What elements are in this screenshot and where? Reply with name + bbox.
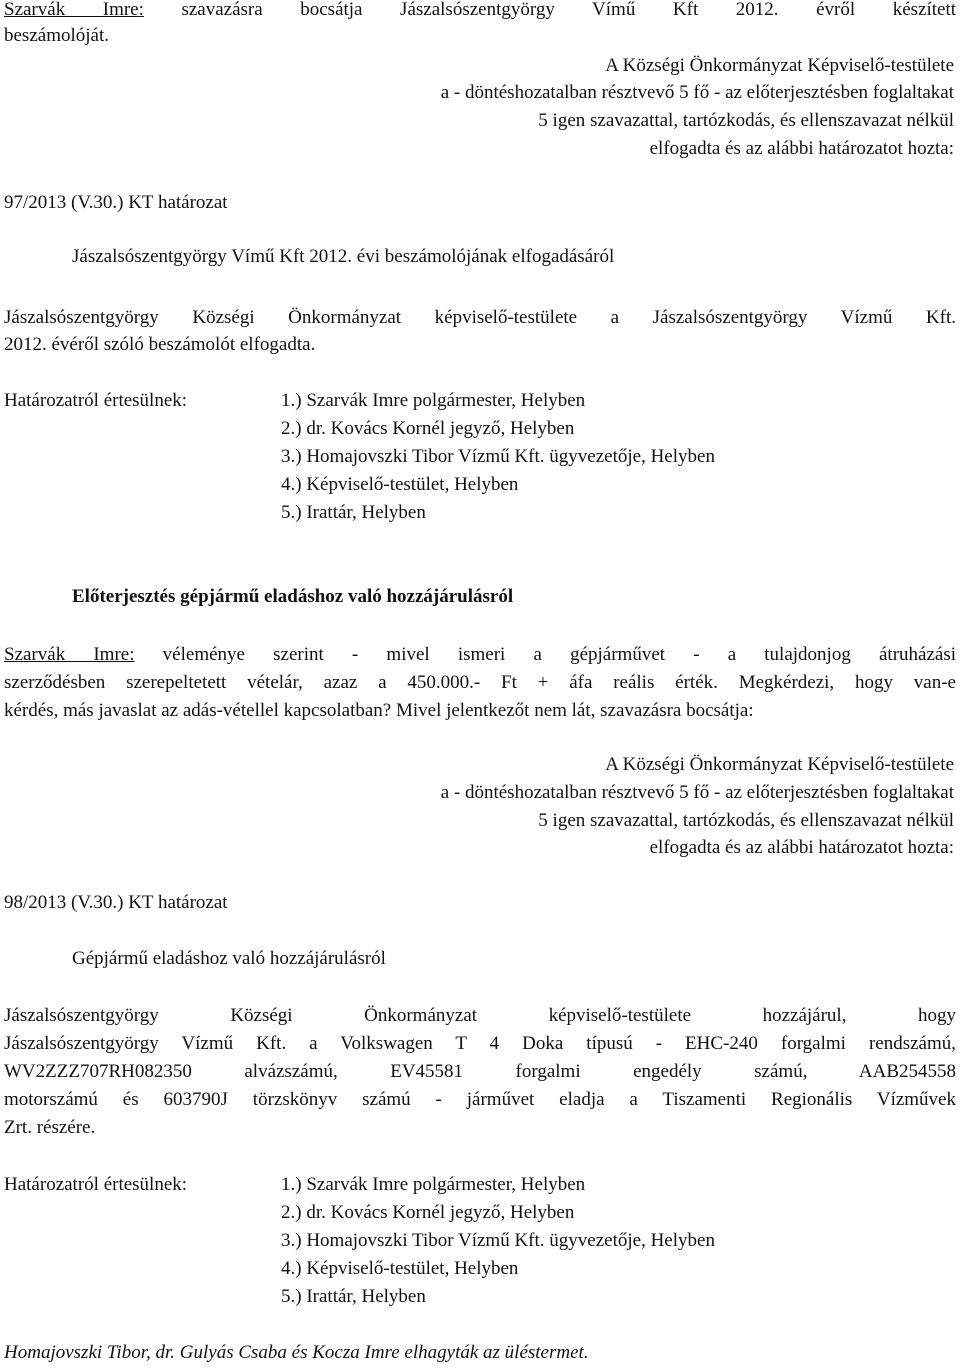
notified-item: 1.) Szarvák Imre polgármester, Helyben bbox=[281, 1174, 586, 1195]
notified-item: 2.) dr. Kovács Kornél jegyző, Helyben bbox=[281, 1202, 575, 1223]
notified-item: 2.) dr. Kovács Kornél jegyző, Helyben bbox=[281, 418, 575, 439]
resolution-title: Jászalsószentgyörgy Vímű Kft 2012. évi beszámolójának elfogadásáról bbox=[72, 246, 615, 267]
footer-note: Homajovszki Tibor, dr. Gulyás Csaba és Kocza Imre elhagyták az üléstermet. bbox=[4, 1342, 589, 1363]
vote-line: elfogadta és az alábbi határozatot hozta: bbox=[649, 837, 954, 858]
resolution-number: 97/2013 (V.30.) KT határozat bbox=[4, 192, 228, 213]
notified-item: 4.) Képviselő-testület, Helyben bbox=[281, 474, 519, 495]
notified-item: 3.) Homajovszki Tibor Vízmű Kft. ügyvezetője, Helyben bbox=[281, 1230, 715, 1251]
paragraph-line: szerződésben szerepeltetett vételár, azaz a 450.000.- Ft + áfa reális érték. Megkérdezi, hogy van-e bbox=[4, 672, 956, 693]
speaker-name: Szarvák Imre: bbox=[4, 644, 135, 665]
vote-line: a - döntéshozatalban résztvevő 5 fő - az előterjesztésben foglaltakat bbox=[440, 782, 954, 803]
vote-line: a - döntéshozatalban résztvevő 5 fő - az előterjesztésben foglaltakat bbox=[440, 82, 954, 103]
notified-item: 5.) Irattár, Helyben bbox=[281, 502, 426, 523]
notified-label: Határozatról értesülnek: bbox=[4, 1174, 188, 1195]
resolution-body-line: 2012. évéről szóló beszámolót elfogadta. bbox=[4, 334, 316, 355]
paragraph-line bbox=[4, 643, 956, 667]
resolution-body-line: Jászalsószentgyörgy Községi Önkormányzat képviselő-testülete hozzájárul, hogy bbox=[4, 1005, 956, 1026]
notified-item: 5.) Irattár, Helyben bbox=[281, 1286, 426, 1307]
intro-text: szavazásra bocsátja Jászalsószentgyörgy Vímű Kft 2012. évről készített bbox=[181, 0, 956, 20]
vote-line: elfogadta és az alábbi határozatot hozta: bbox=[649, 138, 954, 159]
paragraph-text: véleménye szerint - mivel ismeri a gépjárművet - a tulajdonjog átruházási bbox=[162, 644, 956, 665]
resolution-title: Gépjármű eladáshoz való hozzájárulásról bbox=[72, 948, 386, 969]
resolution-body-line: motorszámú és 603790J törzskönyv számú - járművet eladja a Tiszamenti Regionális Vízművek bbox=[4, 1089, 956, 1110]
section-heading: Előterjesztés gépjármű eladáshoz való hozzájárulásról bbox=[72, 586, 514, 607]
resolution-number: 98/2013 (V.30.) KT határozat bbox=[4, 892, 228, 913]
resolution-body-line: WV2ZZZ707RH082350 alvázszámú, EV45581 forgalmi engedély számú, AAB254558 bbox=[4, 1061, 956, 1082]
notified-item: 4.) Képviselő-testület, Helyben bbox=[281, 1258, 519, 1279]
notified-item: 1.) Szarvák Imre polgármester, Helyben bbox=[281, 390, 586, 411]
vote-line: 5 igen szavazattal, tartózkodás, és ellenszavazat nélkül bbox=[538, 810, 954, 831]
vote-line: 5 igen szavazattal, tartózkodás, és ellenszavazat nélkül bbox=[538, 110, 954, 131]
resolution-body-line: Jászalsószentgyörgy Községi Önkormányzat képviselő-testülete a Jászalsószentgyörgy Vízmű Kft. bbox=[4, 307, 956, 328]
intro-line-1 bbox=[4, 0, 956, 22]
resolution-body-line: Jászalsószentgyörgy Vízmű Kft. a Volkswagen T 4 Doka típusú - EHC-240 forgalmi rendszámú, bbox=[4, 1033, 956, 1054]
notified-item: 3.) Homajovszki Tibor Vízmű Kft. ügyvezetője, Helyben bbox=[281, 446, 715, 467]
paragraph-line: kérdés, más javaslat az adás-vétellel kapcsolatban? Mivel jelentkezőt nem lát, szavazásra bocsátja: bbox=[4, 700, 754, 721]
notified-label: Határozatról értesülnek: bbox=[4, 390, 188, 411]
resolution-body-line: Zrt. részére. bbox=[4, 1117, 96, 1138]
intro-line-2: beszámolóját. bbox=[4, 25, 109, 46]
vote-line: A Községi Önkormányzat Képviselő-testülete bbox=[605, 754, 954, 775]
vote-line: A Községi Önkormányzat Képviselő-testülete bbox=[605, 55, 954, 76]
speaker-name: Szarvák Imre: bbox=[4, 0, 144, 20]
